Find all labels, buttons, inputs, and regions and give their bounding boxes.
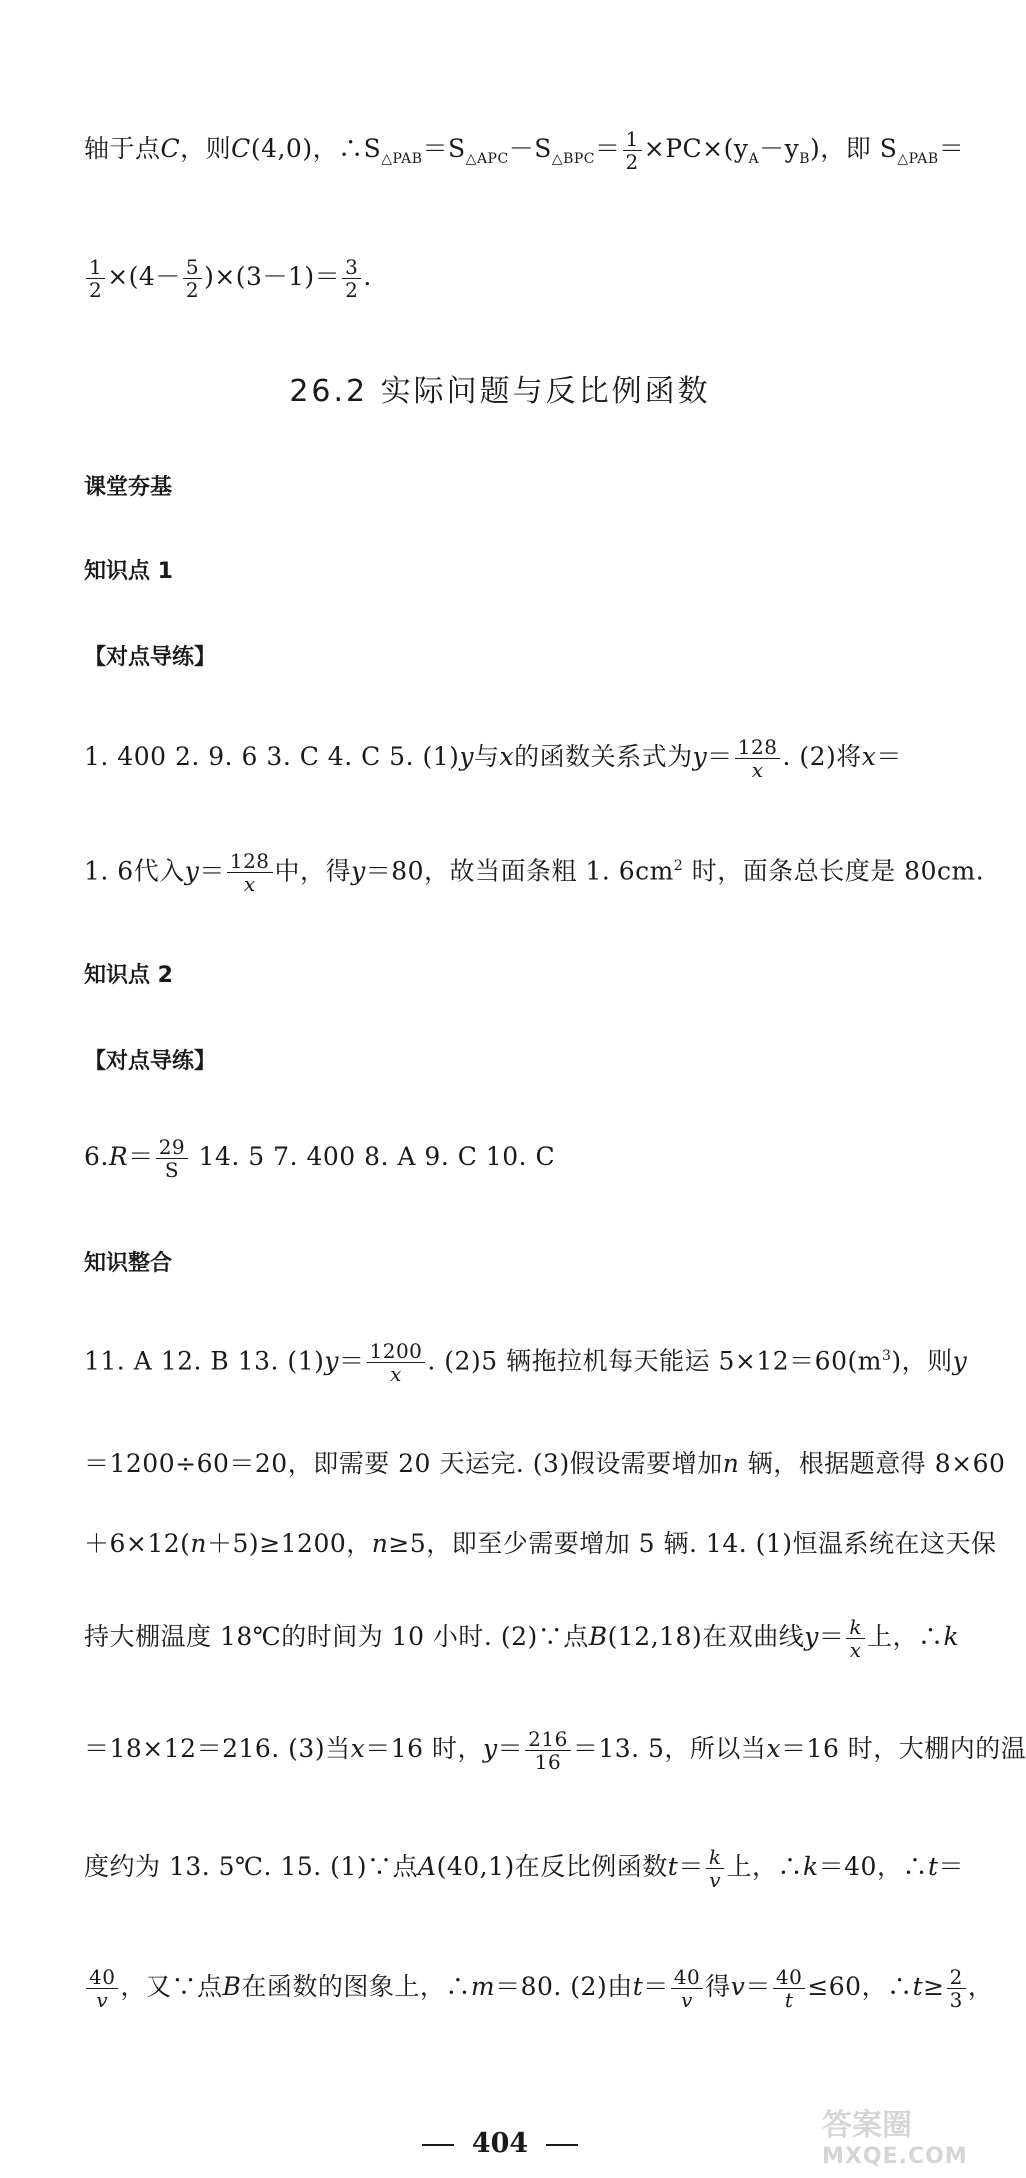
denominator: x — [751, 758, 764, 782]
fraction — [367, 1340, 426, 1385]
fraction — [623, 128, 642, 173]
text: 14. 5 7. 400 8. A 9. C 10. C — [190, 1142, 556, 1171]
text: x — [499, 742, 515, 771]
fraction — [671, 1966, 703, 2011]
text: C — [160, 134, 181, 163]
text: 时，面条总长度是 80cm. — [683, 856, 985, 886]
text: ＝ — [338, 1346, 365, 1376]
answer-line-2 — [84, 846, 985, 897]
section-bracket-label: 【对点导练】 — [84, 1049, 217, 1074]
text: v — [730, 1972, 746, 2001]
text: ＋6×12( — [84, 1529, 191, 1558]
superscript: 2 — [673, 858, 684, 874]
text: ×(4－ — [107, 262, 181, 291]
watermark-logo — [822, 2100, 992, 2170]
text: 上，∴ — [866, 1622, 944, 1651]
text: ＝80，故当面条粗 1. 6cm — [365, 856, 674, 886]
text: y — [804, 1622, 819, 1651]
fraction — [227, 850, 273, 895]
fraction — [156, 1136, 188, 1181]
text: ＝ — [818, 1622, 845, 1651]
numerator: k — [846, 1616, 865, 1639]
text: n — [371, 1529, 389, 1558]
denominator: 16 — [534, 1750, 562, 1774]
text: y — [482, 1734, 498, 1763]
text: 的函数关系式为 — [514, 742, 693, 771]
text: )，则 — [891, 1346, 953, 1376]
text: 度约为 13. 5℃. 15. (1)∵点 — [84, 1852, 419, 1881]
denominator: v — [709, 1868, 722, 1892]
text: B — [588, 1622, 608, 1651]
text: ＝18×12＝216. (3)当 — [84, 1734, 351, 1763]
text-line-2 — [84, 256, 920, 301]
numerator: 128 — [227, 850, 273, 873]
denominator: x — [390, 1362, 402, 1387]
answer-line-5 — [84, 1444, 1006, 1484]
text: ×PC×(y — [643, 134, 749, 163]
text: . (2)将 — [782, 742, 862, 771]
answer-line-6 — [84, 1524, 997, 1564]
dash-right — [546, 2144, 578, 2146]
denominator: v — [681, 1988, 693, 2012]
numerator: k — [706, 1846, 725, 1869]
text: x — [350, 1734, 366, 1763]
text: t — [912, 1972, 924, 2001]
text: ≥5，即至少需要增加 5 辆. 14. (1)恒温系统在这天保 — [388, 1529, 997, 1558]
text: ＝ — [595, 134, 621, 163]
numerator: 216 — [525, 1728, 571, 1751]
numerator: 3 — [342, 256, 361, 279]
answer-line-3 — [84, 1136, 920, 1181]
answer-line-4 — [84, 1336, 968, 1387]
text: ＝ — [643, 1972, 669, 2001]
text-line-1 — [84, 127, 965, 179]
text: ＝ — [199, 856, 225, 886]
denominator: x — [849, 1638, 862, 1662]
text: x — [861, 742, 877, 771]
fraction — [183, 256, 202, 301]
text: y — [952, 1346, 968, 1376]
text: n — [190, 1529, 208, 1558]
text: 1. 6代入 — [84, 856, 185, 886]
text: (4,0)，∴S — [250, 134, 382, 163]
fraction — [706, 1846, 725, 1891]
text: 11. A 12. B 13. (1) — [84, 1346, 325, 1376]
subscript: △PAB — [897, 151, 939, 167]
text: ， — [967, 1972, 994, 2001]
fraction — [86, 1966, 118, 2011]
text: ＝ — [745, 1972, 771, 2001]
text: ＝16 时，大棚内的温 — [781, 1734, 1026, 1763]
text: y — [692, 742, 708, 771]
text: k — [802, 1852, 819, 1881]
text: x — [766, 1734, 782, 1763]
answer-line-10 — [84, 1965, 994, 2012]
denominator: 2 — [185, 278, 200, 302]
denominator: 2 — [625, 150, 639, 174]
text: ＝ — [497, 1734, 524, 1763]
numerator: 1 — [86, 256, 105, 279]
text: 轴于点 — [84, 134, 161, 163]
text: ＝40，∴ — [818, 1852, 928, 1881]
text: )，即 S — [810, 134, 898, 163]
denominator: x — [243, 872, 256, 897]
text: (12,18)在双曲线 — [607, 1622, 805, 1651]
watermark-text: 答案圈 — [822, 2108, 912, 2143]
text: ，则 — [180, 134, 232, 163]
subscript: △APC — [465, 151, 509, 167]
text: t — [927, 1852, 939, 1881]
text: R — [108, 1142, 129, 1171]
fraction — [735, 736, 781, 781]
denominator: 3 — [949, 1988, 963, 2012]
numerator: 29 — [156, 1136, 188, 1159]
subscript: △BPC — [551, 151, 596, 167]
text: ＝80. (2)由 — [495, 1972, 633, 2001]
numerator: 1200 — [367, 1340, 426, 1363]
numerator: 128 — [735, 736, 781, 759]
text: y — [184, 856, 200, 886]
text: t — [667, 1852, 679, 1881]
section-bracket-label: 【对点导练】 — [84, 645, 217, 670]
text: A — [418, 1852, 437, 1881]
text: C — [231, 134, 251, 163]
text: (40,1)在反比例函数 — [436, 1852, 668, 1881]
answer-line-9 — [84, 1845, 965, 1892]
text: . — [363, 262, 372, 291]
text: . (2)5 辆拖拉机每天能运 5×12＝60(m — [427, 1346, 882, 1376]
denominator: v — [96, 1988, 109, 2012]
text: 上，∴ — [726, 1852, 803, 1881]
numerator: 1 — [623, 128, 642, 151]
superscript: 3 — [881, 1348, 892, 1364]
text: 持大棚温度 18℃的时间为 10 小时. (2)∵点 — [84, 1622, 589, 1651]
fraction — [846, 1616, 865, 1661]
fraction — [525, 1728, 571, 1773]
numerator: 5 — [183, 256, 202, 279]
dash-left — [422, 2144, 454, 2146]
subscript: △PAB — [381, 151, 423, 167]
fraction — [342, 256, 361, 301]
numerator: 40 — [773, 1966, 805, 1989]
text: n — [722, 1449, 740, 1478]
watermark-url: MXQE.COM — [822, 2144, 968, 2169]
subscript: A — [748, 151, 760, 167]
text: ＝ — [678, 1852, 704, 1881]
text: －S — [508, 134, 552, 163]
text: )×(3－1)＝ — [204, 262, 341, 291]
denominator: 2 — [345, 278, 359, 302]
text: 与 — [474, 742, 500, 771]
text: y — [351, 856, 366, 886]
text: m — [470, 1972, 496, 2001]
denominator: t — [784, 1988, 794, 2012]
heading-classroom: 课堂夯基 — [84, 475, 173, 500]
heading-integration: 知识整合 — [84, 1251, 173, 1276]
text: ＝1200÷60＝20，即需要 20 天运完. (3)假设需要增加 — [84, 1449, 723, 1478]
heading-knowledge-point-1: 知识点 1 — [84, 559, 173, 584]
text: ＝13. 5，所以当 — [572, 1734, 767, 1763]
denominator: 2 — [89, 278, 103, 302]
text: B — [222, 1972, 242, 2001]
text: ，又∵点 — [120, 1972, 223, 2001]
text: 在函数的图象上，∴ — [241, 1972, 471, 2001]
fraction — [773, 1966, 805, 2011]
heading-knowledge-point-2: 知识点 2 — [84, 963, 173, 988]
numerator: 40 — [671, 1966, 703, 1989]
text: 辆，根据题意得 8×60 — [739, 1449, 1006, 1478]
answer-line-8 — [84, 1727, 1026, 1774]
text: ＝ — [938, 1852, 965, 1881]
fraction — [947, 1966, 966, 2011]
text: 中，得 — [274, 856, 352, 886]
section-title: 26.2 实际问题与反比例函数 — [289, 374, 711, 409]
text: 6. — [84, 1142, 109, 1171]
text: ＝ — [876, 742, 902, 771]
text: ＝16 时， — [365, 1734, 483, 1763]
page-number-text: 404 — [471, 2128, 529, 2159]
text: ≤60，∴ — [807, 1972, 913, 2001]
text: －y — [759, 134, 800, 163]
text: k — [943, 1622, 960, 1651]
text: ≥ — [923, 1972, 945, 2001]
text: ＝ — [707, 742, 733, 771]
answer-line-7 — [84, 1615, 960, 1662]
text: y — [324, 1346, 339, 1376]
text: ＋5)≥1200， — [207, 1529, 372, 1558]
answer-line-1 — [84, 736, 920, 781]
denominator: S — [164, 1158, 180, 1182]
text: 得 — [705, 1972, 731, 2001]
text: y — [459, 742, 475, 771]
text: ＝ — [128, 1142, 154, 1171]
text: ＝S — [422, 134, 466, 163]
subscript: B — [799, 151, 811, 167]
text: 1. 400 2. 9. 6 3. C 4. C 5. (1) — [84, 742, 460, 771]
text: ＝ — [938, 134, 965, 163]
numerator: 2 — [947, 1966, 966, 1989]
fraction — [86, 256, 105, 301]
numerator: 40 — [86, 1966, 118, 1989]
text: t — [632, 1972, 644, 2001]
